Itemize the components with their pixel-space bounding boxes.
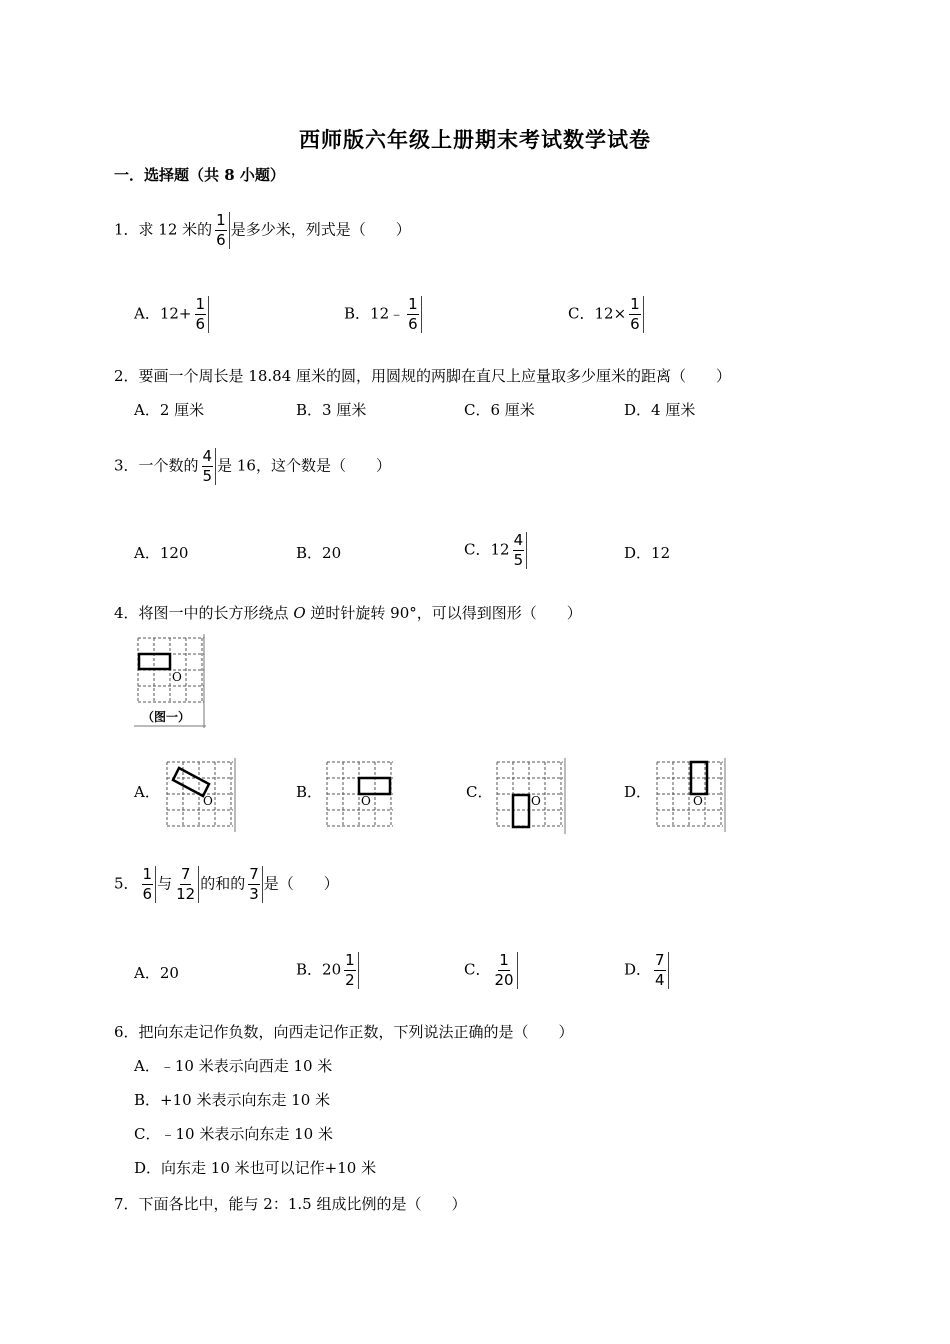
fraction — [246, 866, 263, 903]
question-3-prefix: 3．一个数的 — [114, 456, 199, 475]
question-6: 6．把向东走记作负数，向西走记作正数，下列说法正确的是（ ） — [114, 1023, 574, 1041]
q3-option-a[interactable]: A．120 — [134, 544, 189, 562]
fraction — [627, 296, 644, 333]
question-5 — [114, 866, 339, 903]
question-1-suffix: 是多少米，列式是（ ） — [230, 220, 411, 239]
rectangle-shape — [513, 795, 529, 827]
denominator: 2 — [345, 971, 355, 989]
fraction — [173, 866, 199, 903]
question-5-prefix: 5． — [114, 874, 139, 893]
question-1 — [114, 212, 411, 249]
point-label: O — [293, 604, 306, 622]
fraction — [213, 212, 230, 249]
question-5-suffix: 是（ ） — [263, 874, 339, 893]
q2-option-c[interactable]: C．6 厘米 — [464, 401, 535, 419]
option-c-grid — [493, 758, 567, 834]
question-4 — [114, 603, 582, 623]
q6-option-d[interactable]: D．向东走 10 米也可以记作+10 米 — [134, 1159, 377, 1177]
q4-option-b[interactable]: B． — [296, 783, 323, 801]
q5-option-b[interactable] — [296, 952, 360, 989]
question-4-prefix: 4．将图一中的长方形绕点 — [114, 604, 294, 622]
rectangle-shape — [139, 654, 170, 669]
q1-option-b[interactable] — [344, 296, 423, 333]
denominator: 3 — [249, 885, 259, 903]
denominator: 20 — [494, 971, 514, 989]
denominator: 5 — [513, 551, 524, 569]
option-label: B．12﹣ — [344, 304, 405, 323]
numerator: 4 — [513, 531, 524, 549]
q4-option-a[interactable]: A． — [134, 783, 160, 801]
numerator: 1 — [216, 211, 226, 229]
denominator: 4 — [655, 971, 665, 989]
option-b-grid — [323, 758, 397, 832]
q5-option-a[interactable]: A．20 — [134, 964, 179, 982]
rectangle-shape — [359, 778, 390, 794]
figure-one — [134, 634, 206, 728]
numerator: 7 — [249, 865, 259, 883]
q6-option-a[interactable]: A．﹣10 米表示向西走 10 米 — [134, 1057, 333, 1075]
denominator: 12 — [176, 885, 196, 903]
q2-option-d[interactable]: D．4 厘米 — [624, 401, 696, 419]
q5-option-c[interactable] — [464, 952, 519, 989]
numerator: 7 — [655, 951, 665, 969]
numerator: 1 — [499, 951, 509, 969]
fraction — [491, 952, 517, 989]
numerator: 1 — [345, 951, 355, 969]
option-d-grid — [653, 758, 727, 832]
question-7: 7．下面各比中，能与 2：1.5 组成比例的是（ ） — [114, 1195, 467, 1213]
point-o-label: O — [361, 794, 371, 808]
numerator: 4 — [202, 447, 213, 465]
question-1-prefix: 1．求 12 米的 — [114, 220, 213, 239]
denominator: 6 — [142, 885, 153, 903]
q2-option-a[interactable]: A．2 厘米 — [134, 401, 205, 419]
q5-option-d[interactable] — [624, 952, 670, 989]
q3-option-d[interactable]: D．12 — [624, 544, 671, 562]
q6-option-b[interactable]: B．+10 米表示向东走 10 米 — [134, 1091, 331, 1109]
point-o-label: O — [203, 794, 213, 808]
fraction — [193, 296, 210, 333]
numerator: 1 — [142, 865, 153, 883]
point-o-label: O — [531, 794, 541, 808]
rectangle-shape — [173, 768, 209, 796]
question-5-connector: 的和的 — [200, 874, 246, 893]
fraction — [140, 866, 157, 903]
question-3 — [114, 448, 391, 485]
numerator: 1 — [630, 295, 640, 313]
option-label: A．12+ — [134, 304, 192, 323]
fraction — [200, 448, 217, 485]
question-4-suffix: 逆时针旋转 90°，可以得到图形（ ） — [305, 604, 582, 622]
numerator: 1 — [408, 295, 418, 313]
fraction — [511, 532, 528, 569]
point-o-label: O — [172, 670, 182, 684]
figure-caption: （图一） — [142, 710, 191, 724]
denominator: 6 — [216, 231, 226, 249]
option-label: C．12 — [464, 540, 510, 559]
q1-option-a[interactable] — [134, 296, 210, 333]
q4-option-c-figure[interactable] — [493, 758, 567, 834]
option-label: C．12× — [568, 304, 627, 323]
question-2: 2．要画一个周长是 18.84 厘米的圆，用圆规的两脚在直尺上应量取多少厘米的距离（ ） — [114, 367, 732, 385]
q4-option-a-figure[interactable] — [163, 758, 237, 832]
fraction — [405, 296, 422, 333]
section-heading: 一．选择题（共 8 小题） — [114, 166, 285, 184]
q6-option-c[interactable]: C．﹣10 米表示向东走 10 米 — [134, 1125, 333, 1143]
numerator: 1 — [195, 295, 206, 313]
q3-option-c[interactable] — [464, 532, 528, 569]
question-5-connector: 与 — [157, 874, 173, 893]
option-label: B．20 — [296, 960, 342, 979]
option-label: C． — [464, 960, 491, 979]
fraction — [652, 952, 669, 989]
page-title: 西师版六年级上册期末考试数学试卷 — [299, 127, 651, 152]
q4-option-d-figure[interactable] — [653, 758, 727, 832]
q2-option-b[interactable]: B．3 厘米 — [296, 401, 367, 419]
q4-option-b-figure[interactable] — [323, 758, 397, 832]
q4-option-d[interactable]: D． — [624, 783, 652, 801]
q3-option-b[interactable]: B．20 — [296, 544, 342, 562]
question-3-suffix: 是 16，这个数是（ ） — [217, 456, 391, 475]
point-o-label: O — [693, 794, 703, 808]
denominator: 6 — [630, 315, 640, 333]
denominator: 6 — [195, 315, 206, 333]
q4-option-c[interactable]: C． — [466, 783, 493, 801]
option-a-grid — [163, 758, 237, 832]
numerator: 7 — [180, 865, 191, 883]
denominator: 6 — [408, 315, 418, 333]
fraction — [342, 952, 359, 989]
q1-option-c[interactable] — [568, 296, 645, 333]
denominator: 5 — [202, 467, 213, 485]
option-label: D． — [624, 960, 652, 979]
